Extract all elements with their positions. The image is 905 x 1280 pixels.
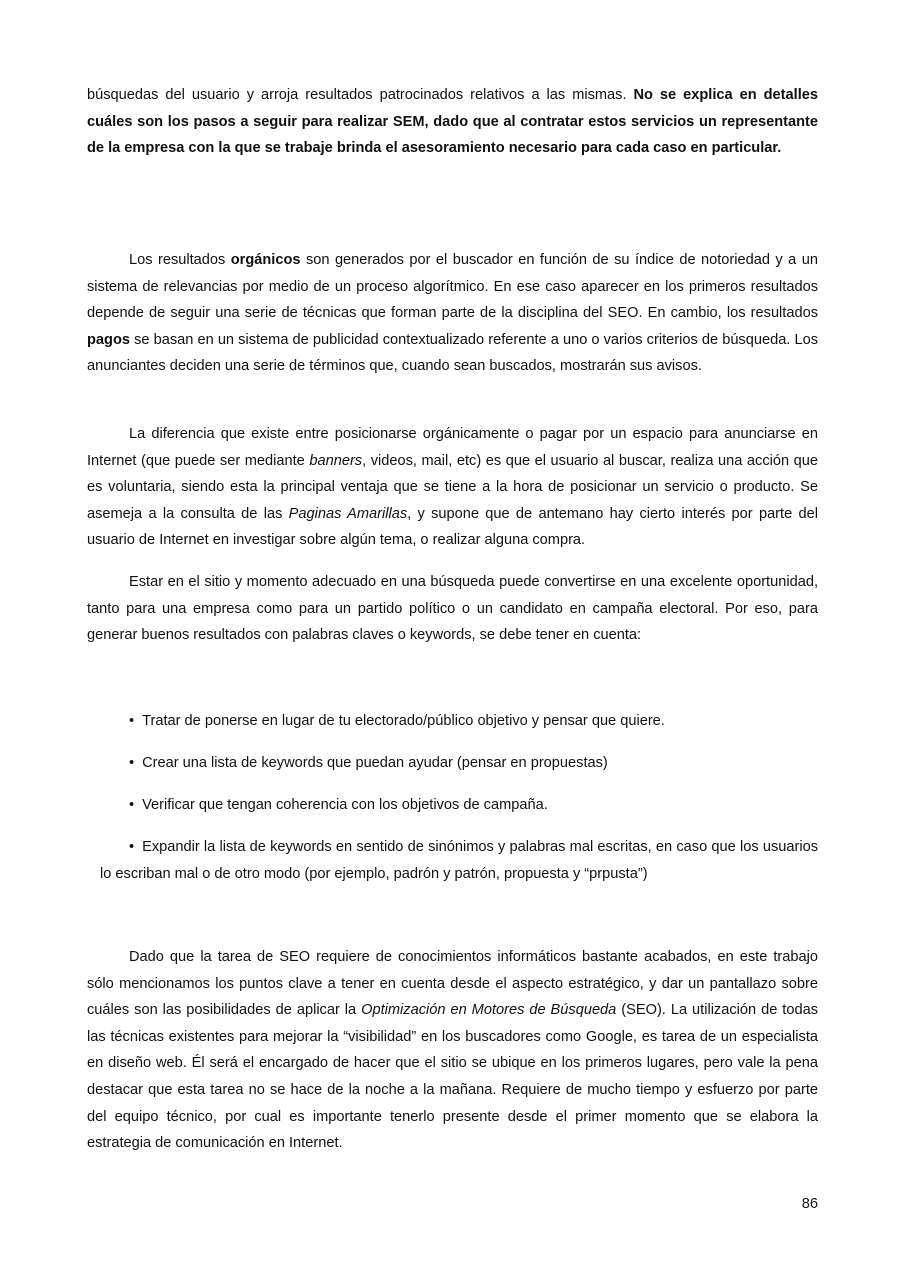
italic-text: banners	[309, 452, 363, 469]
text: son generados por el buscador en función de su índice de notoriedad y a un sistema de relevancias por medio de un proceso algorítmico. En ese caso aparecer en los primeros resultados depende de seguir una serie de técnicas que forman parte de la disciplina del SEO. En cambio, los resultados	[87, 252, 818, 322]
text: se basan en un sistema de publicidad contextualizado referente a uno o varios criterios de búsqueda. Los anunciantes deciden una serie de términos que, cuando sean buscados, mostrarán sus avisos.	[87, 331, 818, 375]
bullet-icon: •	[129, 839, 135, 855]
list-item	[87, 750, 818, 777]
list-item-text: Verificar que tengan coherencia con los objetivos de campaña.	[142, 797, 548, 813]
text: búsquedas del usuario y arroja resultados patrocinados relativos a las mismas.	[87, 87, 634, 103]
paragraph-organic-results	[87, 247, 818, 380]
paragraph-sem-note	[87, 82, 818, 162]
list-item	[87, 792, 818, 819]
text: (SEO). La utilización de todas las técnicas existentes para mejorar la “visibilidad” en los buscadores como Google, es tarea de un especialista en diseño web. Él será el encargado de hacer que el sitio se ubique en los primeros lugares, pero vale la pena destacar que esta tarea no se hace de la noche a la mañana. Requiere de mucho tiempo y esfuerzo por parte del equipo técnico, por cual es importante tenerlo presente desde el primer momento que se elabora la estrategia de comunicación en Internet.	[87, 1002, 818, 1152]
text: Dado que la tarea de SEO requiere de conocimientos informáticos bastante acabados, en este trabajo sólo mencionamos los puntos clave a tener en cuenta desde el aspecto estratégico, y dar un pantallazo sobre cuáles son las posibilidades de aplicar la	[87, 949, 818, 1019]
text: , videos, mail, etc) es que el usuario al buscar, realiza una acción que es voluntaria, siendo esta la principal ventaja que se tiene a la hora de posicionar un servicio o producto. Se asemeja a la consulta de las	[87, 452, 818, 522]
paragraph-seo-conclusion	[87, 944, 818, 1157]
page-number: 86	[801, 1196, 818, 1212]
text: Los resultados	[129, 252, 231, 268]
bold-text: pagos	[87, 331, 130, 348]
italic-text: Optimización en Motores de Búsqueda	[361, 1002, 617, 1019]
bullet-icon: •	[129, 755, 135, 771]
text: , y supone que de antemano hay cierto interés por parte del usuario de Internet en investigar sobre algún tema, o realizar alguna compra.	[87, 505, 818, 549]
bullet-icon: •	[129, 713, 135, 729]
bold-text: orgánicos	[230, 252, 301, 268]
text: La diferencia que existe entre posicionarse orgánicamente o pagar por un espacio para anunciarse en Internet (que puede ser mediante	[87, 426, 818, 469]
list-item	[100, 834, 818, 887]
paragraph-difference	[87, 421, 818, 554]
list-item-text: Expandir la lista de keywords en sentido de sinónimos y palabras mal escritas, en caso que los usuarios lo escriban mal o de otro modo (por ejemplo, padrón y patrón, propuesta y “prpusta”)	[100, 839, 818, 882]
paragraph-keywords-intro	[87, 569, 818, 649]
list-item	[87, 708, 818, 735]
text: Estar en el sitio y momento adecuado en una búsqueda puede convertirse en una excelente oportunidad, tanto para una empresa como para un partido político o un candidato en campaña electoral. Por eso, para generar buenos resultados con palabras claves o keywords, se debe tener en cuenta:	[87, 574, 818, 644]
list-item-text: Crear una lista de keywords que puedan ayudar (pensar en propuestas)	[142, 755, 608, 771]
list-item-text: Tratar de ponerse en lugar de tu electorado/público objetivo y pensar que quiere.	[142, 713, 665, 729]
bullet-icon: •	[129, 797, 135, 813]
bold-text: No se explica en detalles cuáles son los pasos a seguir para realizar SEM, dado que al contratar estos servicios un representante de la empresa con la que se trabaje brinda el asesoramiento necesario para cada caso en particular.	[87, 87, 818, 157]
italic-text: Paginas Amarillas	[288, 505, 408, 522]
